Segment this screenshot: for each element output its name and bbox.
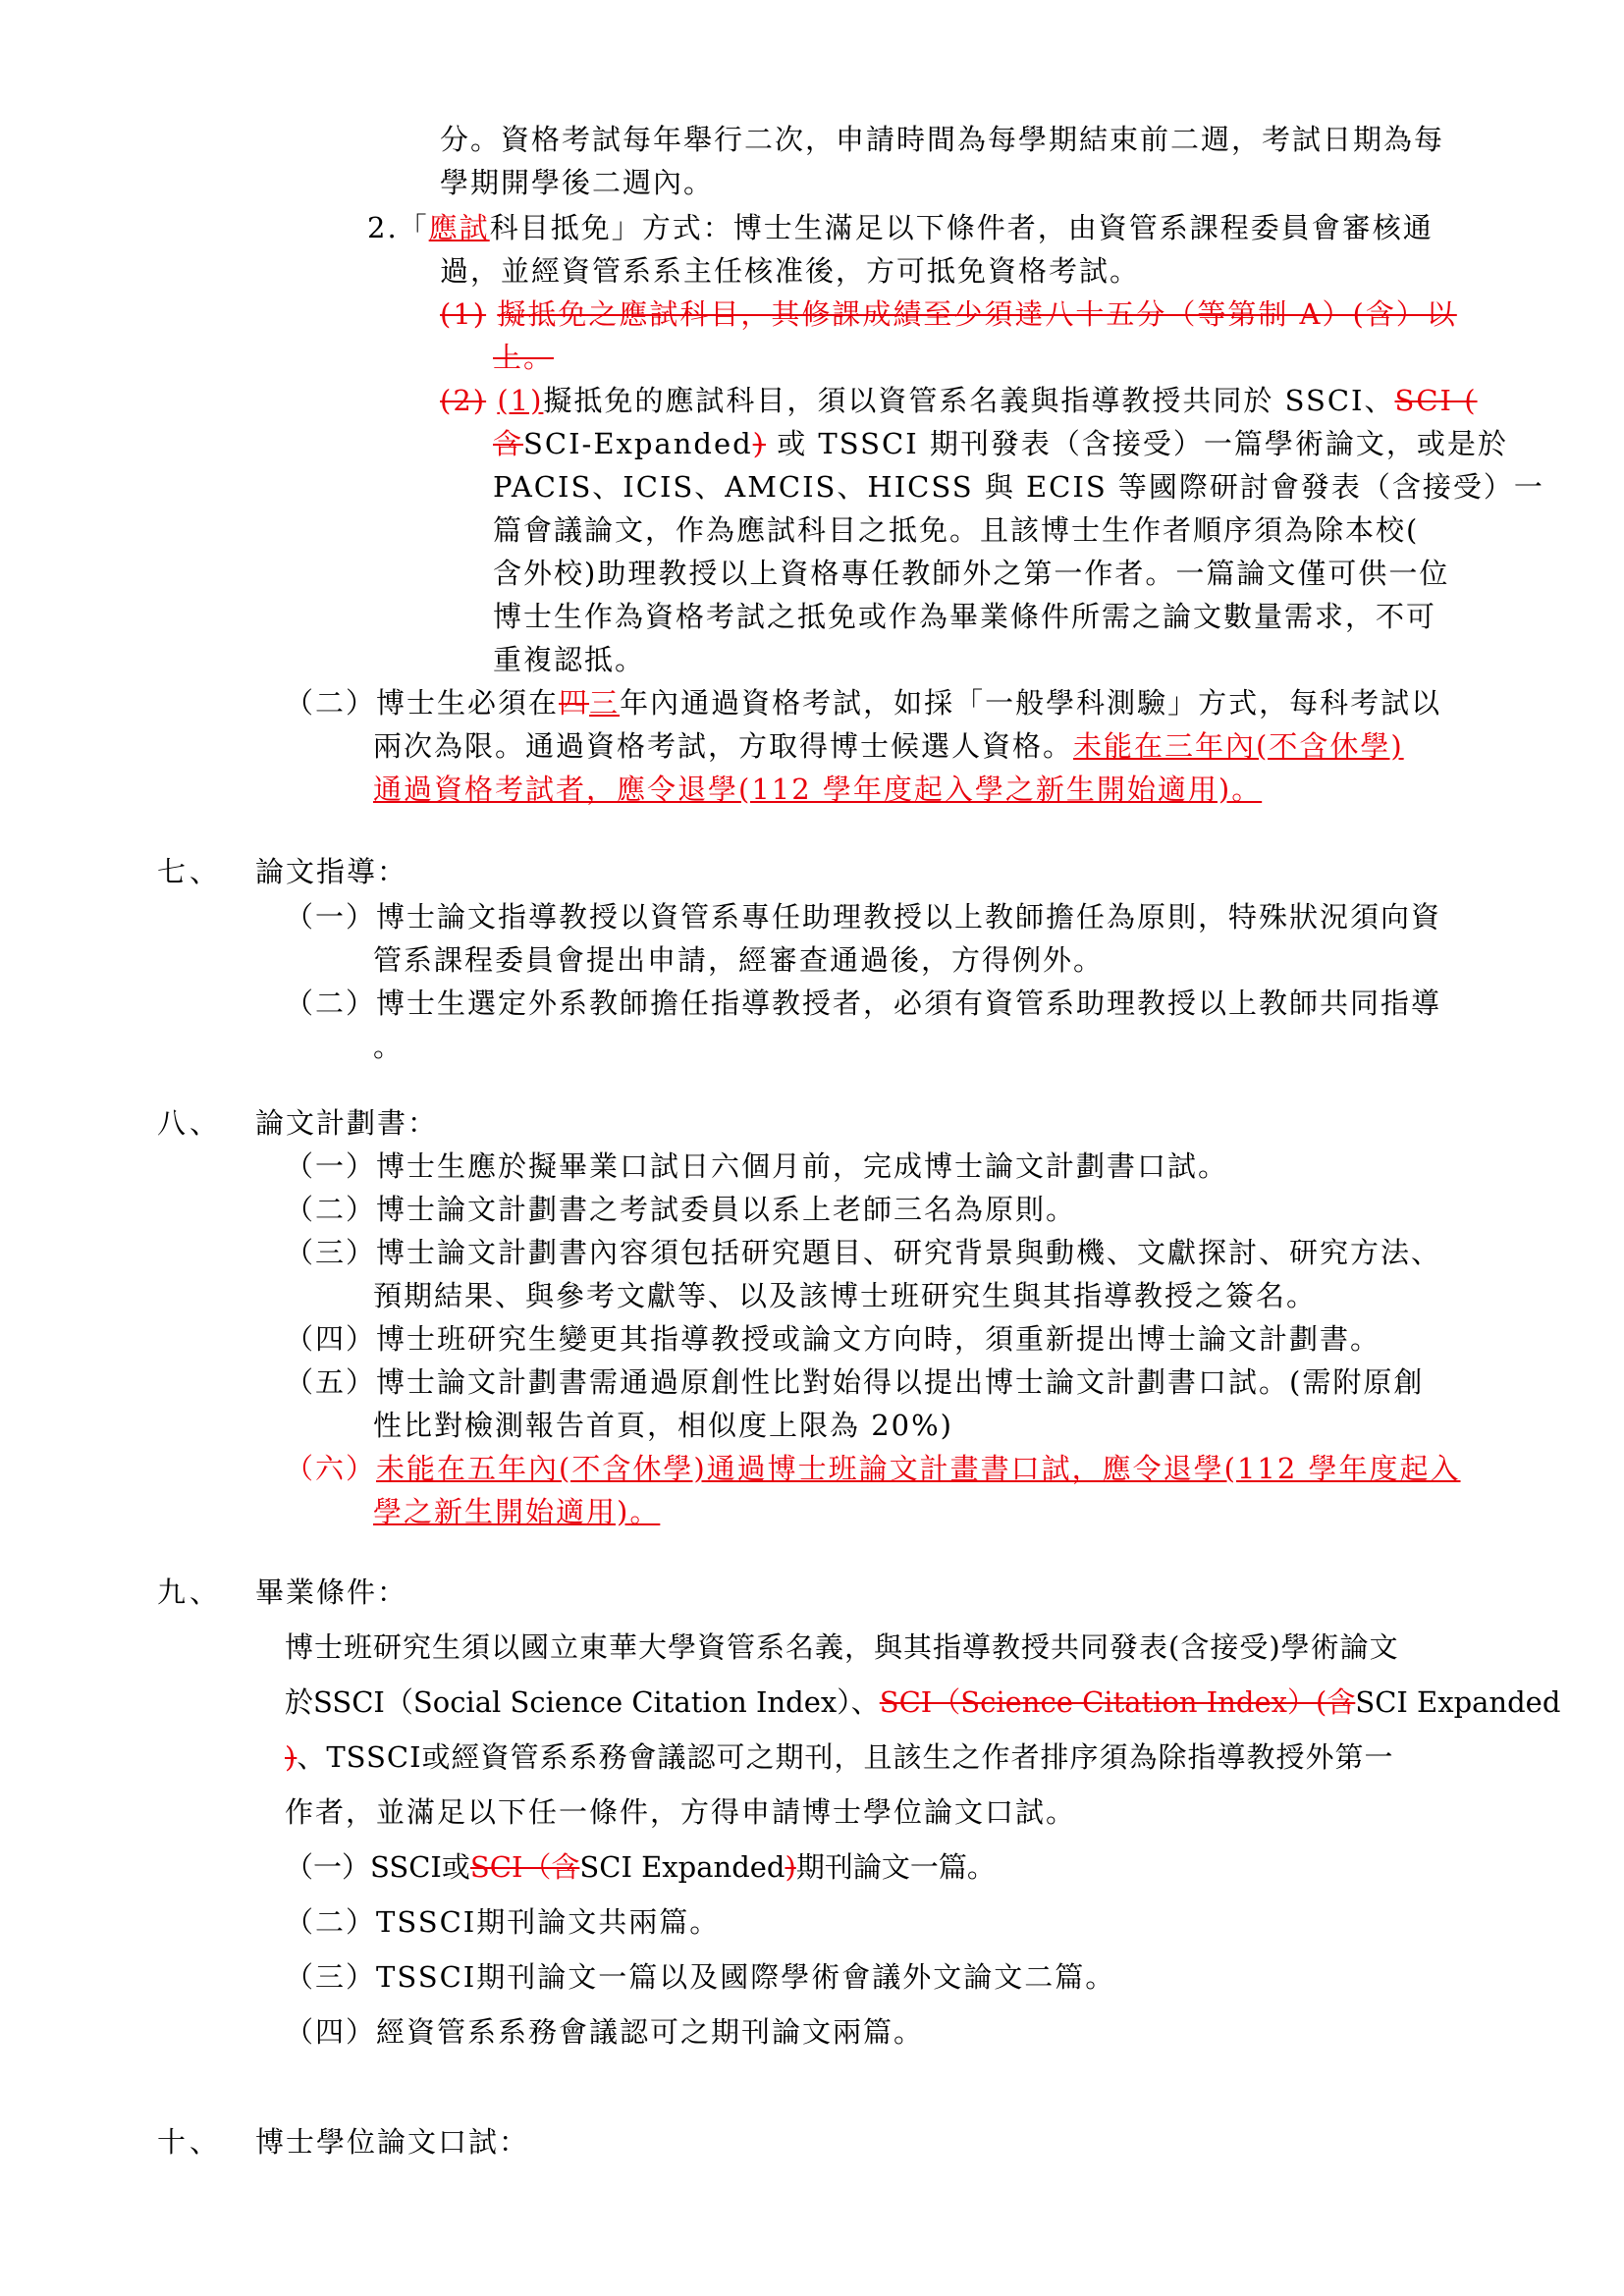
sec8-item-6-text: 未能在五年內(不含休學)通過博士班論文計畫書口試，應令退學(112 學年度起入 bbox=[376, 1452, 1461, 1485]
sec8-item-6 bbox=[285, 1447, 1461, 1490]
clause-text-c: 或 TSSCI 期刊發表（含接受）一篇學術論文，或是於 bbox=[777, 427, 1508, 460]
sec8-item-3-text: 博士論文計劃書內容須包括研究題目、研究背景與動機、文獻探討、研究方法、 bbox=[376, 1236, 1442, 1269]
sec8-item-1 bbox=[285, 1145, 1228, 1188]
sec8-item-5-number: （五） bbox=[285, 1365, 377, 1399]
sec9-item-4-number: （四） bbox=[285, 2015, 377, 2049]
sec10-number: 十、 bbox=[157, 2125, 223, 2159]
sec10-title: 博士學位論文口試： bbox=[255, 2125, 530, 2159]
deleted-number: (1) bbox=[440, 297, 487, 331]
sec9-item-3 bbox=[285, 1955, 1115, 1999]
sec9-item-3-number: （三） bbox=[285, 1960, 377, 1994]
sec8-item-3-line-2: 預期結果、與參考文獻等、以及該博士班研究生與其指導教授之簽名。 bbox=[373, 1279, 1318, 1312]
sec9-item-4 bbox=[285, 2010, 924, 2054]
sec6-line-1: 分。資格考試每年舉行二次，申請時間為每學期結束前二週，考試日期為每 bbox=[440, 123, 1445, 156]
sec9-item-1-text-b: SCI Expanded bbox=[579, 1850, 785, 1884]
sub2-text-c: 兩次為限。通過資格考試，方取得博士候選人資格。 bbox=[373, 729, 1074, 763]
deleted-text: 擬抵免之應試科目，其修課成績至少須達八十五分（等第制 A）(含）以 bbox=[497, 297, 1457, 331]
clause-1-line-1 bbox=[440, 379, 1478, 422]
inserted-number-1: (1) bbox=[497, 384, 544, 417]
sec7-title: 論文指導： bbox=[255, 855, 408, 888]
sec8-item-2-number: （二） bbox=[285, 1193, 377, 1226]
sec9-item-1-deleted-2: ) bbox=[785, 1850, 796, 1884]
deleted-number-2: (2) bbox=[440, 384, 487, 417]
sec6-sub2-line-1 bbox=[285, 681, 1441, 724]
sec8-item-3 bbox=[285, 1231, 1441, 1274]
sec9-item-1-deleted: SCI（含 bbox=[469, 1850, 580, 1884]
sec8-item-3-number: （三） bbox=[285, 1236, 377, 1269]
sec8-item-1-number: （一） bbox=[285, 1149, 377, 1183]
sec9-item-2-text: TSSCI期刊論文共兩篇。 bbox=[376, 1905, 721, 1939]
sec9-title: 畢業條件： bbox=[255, 1575, 408, 1609]
sub2-inserted: 三 bbox=[589, 686, 621, 720]
sec8-item-5-text: 博士論文計劃書需通過原創性比對始得以提出博士論文計劃書口試。(需附原創 bbox=[376, 1365, 1425, 1399]
sub2-text-a: 博士生必須在 bbox=[376, 686, 560, 720]
sec8-item-6-line-2 bbox=[373, 1490, 660, 1533]
sec8-item-2 bbox=[285, 1188, 1076, 1231]
sec9-item-2 bbox=[285, 1900, 720, 1944]
sec6-sub2-line-3 bbox=[373, 768, 1262, 811]
clause-1-line-4: 篇會議論文，作為應試科目之抵免。且該博士生作者順序須為除本校( bbox=[493, 513, 1420, 547]
sec8-item-6-number: （六） bbox=[285, 1452, 377, 1485]
sec9-item-1-text-a: SSCI或 bbox=[370, 1850, 470, 1884]
clause-1-line-7: 重複認抵。 bbox=[493, 643, 646, 676]
sec8-item-4 bbox=[285, 1317, 1380, 1361]
clause-1-line-5: 含外校)助理教授以上資格專任教師外之第一作者。一篇論文僅可供一位 bbox=[493, 557, 1450, 590]
clause-text-a: 擬抵免的應試科目，須以資管系名義與指導教授共同於 SSCI、 bbox=[543, 384, 1395, 417]
sec9-sci-expanded: SCI Expanded bbox=[1355, 1685, 1561, 1719]
sub2-number: （二） bbox=[285, 686, 377, 720]
deleted-text-2: 上。 bbox=[493, 341, 555, 374]
sec9-item-1-number: （一） bbox=[285, 1850, 371, 1884]
item2-number: 2.「 bbox=[367, 211, 429, 244]
sec8-item-5 bbox=[285, 1361, 1424, 1404]
sec6-item2-line-1 bbox=[367, 206, 1434, 249]
deleted-paren: ) bbox=[752, 427, 766, 460]
item2-inserted-text: 應試 bbox=[428, 211, 490, 244]
sub2-text-b: 年內通過資格考試，如採「一般學科測驗」方式，每科考試以 bbox=[620, 686, 1442, 720]
sec9-deleted-sci: SCI（Science Citation Index）(含 bbox=[879, 1685, 1356, 1719]
deleted-clause-1 bbox=[440, 293, 1457, 336]
sec9-para-line-2 bbox=[285, 1681, 1560, 1724]
sec6-sub2-line-2 bbox=[373, 724, 1404, 768]
sec9-ssci: 於SSCI（Social Science Citation Index）、 bbox=[285, 1685, 880, 1719]
sec8-item-2-text: 博士論文計劃書之考試委員以系上老師三名為原則。 bbox=[376, 1193, 1077, 1226]
sec7-item-1 bbox=[285, 895, 1441, 938]
sec9-para-line-3 bbox=[285, 1735, 1394, 1779]
sub2-added-rule: 未能在三年內(不含休學) bbox=[1073, 729, 1404, 763]
deleted-sci: SCI ( bbox=[1394, 384, 1478, 417]
sec8-item-4-number: （四） bbox=[285, 1322, 377, 1356]
sec7-item-2 bbox=[285, 982, 1441, 1025]
sec7-number: 七、 bbox=[157, 855, 223, 888]
sec7-item-1-line-2: 管系課程委員會提出申請，經審查通過後，方得例外。 bbox=[373, 943, 1105, 977]
clause-sci-expanded: SCI-Expanded bbox=[523, 427, 753, 460]
sec8-item-4-text: 博士班研究生變更其指導教授或論文方向時，須重新提出博士論文計劃書。 bbox=[376, 1322, 1381, 1356]
sec9-item-1-text-c: 期刊論文一篇。 bbox=[795, 1850, 996, 1884]
sec7-item-1-text: 博士論文指導教授以資管系專任助理教授以上教師擔任為原則，特殊狀況須向資 bbox=[376, 900, 1442, 934]
sec9-item-3-text: TSSCI期刊論文一篇以及國際學術會議外文論文二篇。 bbox=[376, 1960, 1116, 1994]
sec6-line-2: 學期開學後二週內。 bbox=[440, 166, 715, 199]
sec9-para-line-1: 博士班研究生須以國立東華大學資管系名義，與其指導教授共同發表(含接受)學術論文 bbox=[285, 1630, 1399, 1664]
deleted-han: 含 bbox=[493, 427, 524, 460]
deleted-clause-1-line-2 bbox=[493, 336, 554, 379]
clause-1-line-6: 博士生作為資格考試之抵免或作為畢業條件所需之論文數量需求，不可 bbox=[493, 600, 1437, 633]
sec9-deleted-paren: ) bbox=[285, 1740, 298, 1774]
sec9-item-4-text: 經資管系系務會議認可之期刊論文兩篇。 bbox=[376, 2015, 925, 2049]
sec8-title: 論文計劃書： bbox=[255, 1106, 439, 1140]
item2-text: 科目抵免」方式：博士生滿足以下條件者，由資管系課程委員會審核通 bbox=[489, 211, 1434, 244]
sec9-item-2-number: （二） bbox=[285, 1905, 377, 1939]
sec9-para-text-3: 、TSSCI或經資管系系務會議認可之期刊，且該生之作者排序須為除指導教授外第一 bbox=[297, 1740, 1394, 1774]
sec6-item2-line-2: 過，並經資管系系主任核准後，方可抵免資格考試。 bbox=[440, 254, 1141, 288]
sec9-para-line-4: 作者，並滿足以下任一條件，方得申請博士學位論文口試。 bbox=[285, 1795, 1077, 1829]
sec7-item-2-line-2: 。 bbox=[373, 1030, 405, 1063]
sec9-item-1 bbox=[285, 1845, 996, 1889]
sec7-item-2-number: （二） bbox=[285, 987, 377, 1020]
sec8-item-6-text-2: 學之新生開始適用)。 bbox=[373, 1495, 661, 1528]
sec7-item-1-number: （一） bbox=[285, 900, 377, 934]
clause-1-line-3: PACIS、ICIS、AMCIS、HICSS 與 ECIS 等國際研討會發表（含接受）一 bbox=[493, 470, 1544, 504]
sec9-number: 九、 bbox=[157, 1575, 223, 1609]
clause-1-line-2 bbox=[493, 422, 1508, 465]
sec8-item-5-line-2: 性比對檢測報告首頁，相似度上限為 20%) bbox=[373, 1409, 953, 1442]
sub2-added-rule-2: 通過資格考試者，應令退學(112 學年度起入學之新生開始適用)。 bbox=[373, 773, 1263, 806]
sec8-number: 八、 bbox=[157, 1106, 223, 1140]
sec8-item-1-text: 博士生應於擬畢業口試日六個月前，完成博士論文計劃書口試。 bbox=[376, 1149, 1229, 1183]
sub2-deleted: 四 bbox=[559, 686, 590, 720]
sec7-item-2-text: 博士生選定外系教師擔任指導教授者，必須有資管系助理教授以上教師共同指導 bbox=[376, 987, 1442, 1020]
